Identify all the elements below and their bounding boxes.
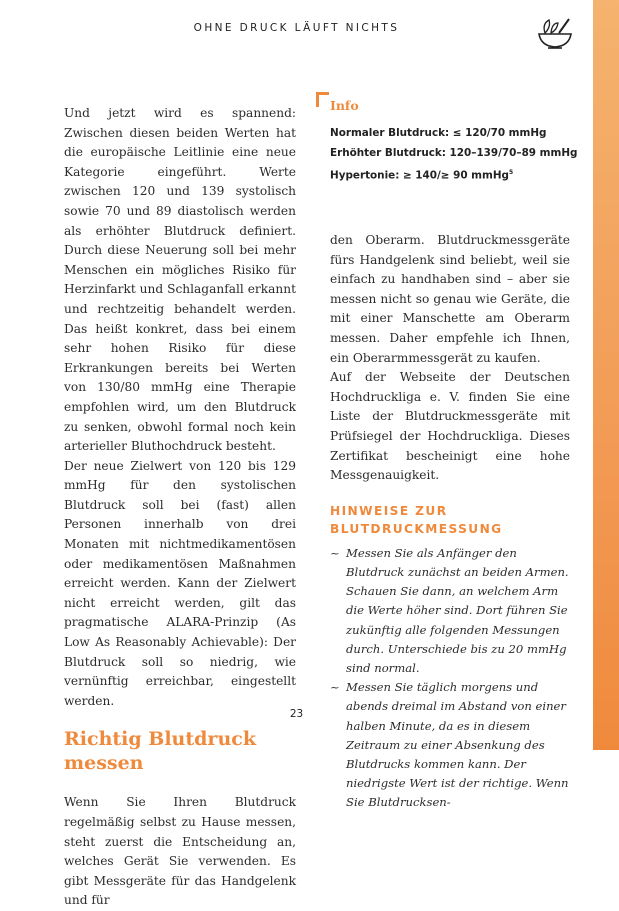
info-normal: Normaler Blutdruck: ≤ 120/70 mmHg [330, 127, 547, 139]
tip-text: Messen Sie als Anfänger den Blutdruck zunächst an beiden Armen. Schauen Sie dann, an welchem Arm die Werte höher sind. Dort führen Sie zukünftig alle folgenden Messungen durch. Unterschiede bis zu 20 mmHg sind normal. [346, 545, 569, 675]
info-elevated: Erhöhter Blutdruck: 120–139/70–89 mmHg [330, 146, 578, 159]
body-paragraph: Und jetzt wird es spannend: Zwischen diesen beiden Werten hat die europäische Leitlinie eine neue Kategorie eingeführt. Werte zwischen 120 und 139 systolisch sowie 70 und 89 diastolisch werden als erhöhter Blutdruck definiert. Durch diese Neuerung soll bei mehr Menschen ein mögliches Risiko für Herzinfarkt und Schlaganfall erkannt und rechtzeitig behandelt werden. Das heißt konkret, dass bei einem sehr hohen Risiko für diese Erkrankungen bereits bei Werten von 130/80 mmHg eine Therapie empfohlen wird, um den Blutdruck zu senken, obwohl formal noch kein arterieller Bluthochdruck besteht. [64, 106, 296, 454]
tilde-bullet-icon: ~ [330, 680, 340, 695]
info-values [330, 124, 580, 186]
tip-text: Messen Sie täglich morgens und abends dreimal im Abstand von einer halben Minute, da es in diesem Zeitraum zu einer Absenkung des Blutdrucks kommen kann. Der niedrigste Wert ist der richtige. Wenn Sie Blutdrucksen- [346, 680, 569, 810]
tilde-bullet-icon: ~ [330, 545, 340, 560]
orange-sidebar [593, 0, 619, 750]
body-paragraph: Auf der Webseite der Deutschen Hochdruckliga e. V. finden Sie eine Liste der Blutdruckmessgeräte mit Prüfsiegel der Hochdruckliga. Dieses Zertifikat bescheinigt eine hohe Messgenauigkeit. [330, 370, 570, 483]
running-header: OHNE DRUCK LÄUFT NICHTS [193, 22, 400, 34]
body-paragraph: Der neue Zielwert von 120 bis 129 mmHg für den systolischen Blutdruck soll bei (fast) allen Personen innerhalb von drei Monaten mit nichtmedikamentösen oder medikamentösen Maßnahmen erreicht werden. Kann der Zielwert nicht erreicht werden, gilt das pragmatische ALARA-Prinzip (As Low As Reasonably Achievable): Der Blutdruck soll so niedrig, wie vernünftig erreichbar, eingestellt werden. [64, 458, 296, 708]
section-title: Richtig Blutdruck messen [64, 728, 256, 775]
info-hypertension [330, 163, 580, 186]
right-column [330, 231, 570, 813]
body-paragraph: den Oberarm. Blutdruckmessgeräte fürs Handgelenk sind beliebt, weil sie einfach zu handhaben sind – aber sie messen nicht so genau wie Geräte, die mit einer Manschette am Oberarm messen. Daher empfehle ich Ihnen, ein Oberarmmessgerät zu kaufen. [330, 233, 570, 365]
body-paragraph: Wenn Sie Ihren Blutdruck regelmäßig selbst zu Hause messen, steht zuerst die Entscheidung an, welches Gerät Sie verwenden. Es gibt Messgeräte für das Handgelenk und für [64, 795, 296, 908]
info-corner-mark [316, 92, 329, 107]
mortar-pestle-herb-icon [533, 14, 577, 52]
subheading: HINWEISE ZUR BLUTDRUCKMESSUNG [330, 503, 503, 536]
info-hypertension-text: Hypertonie: ≥ 140/≥ 90 mmHg [330, 169, 509, 182]
left-column [64, 104, 296, 911]
tips-list [330, 544, 570, 813]
footnote-ref: 5 [508, 169, 514, 176]
list-item [330, 678, 570, 812]
list-item [330, 544, 570, 678]
page-number: 23 [289, 708, 304, 720]
info-label: Info [330, 98, 359, 113]
